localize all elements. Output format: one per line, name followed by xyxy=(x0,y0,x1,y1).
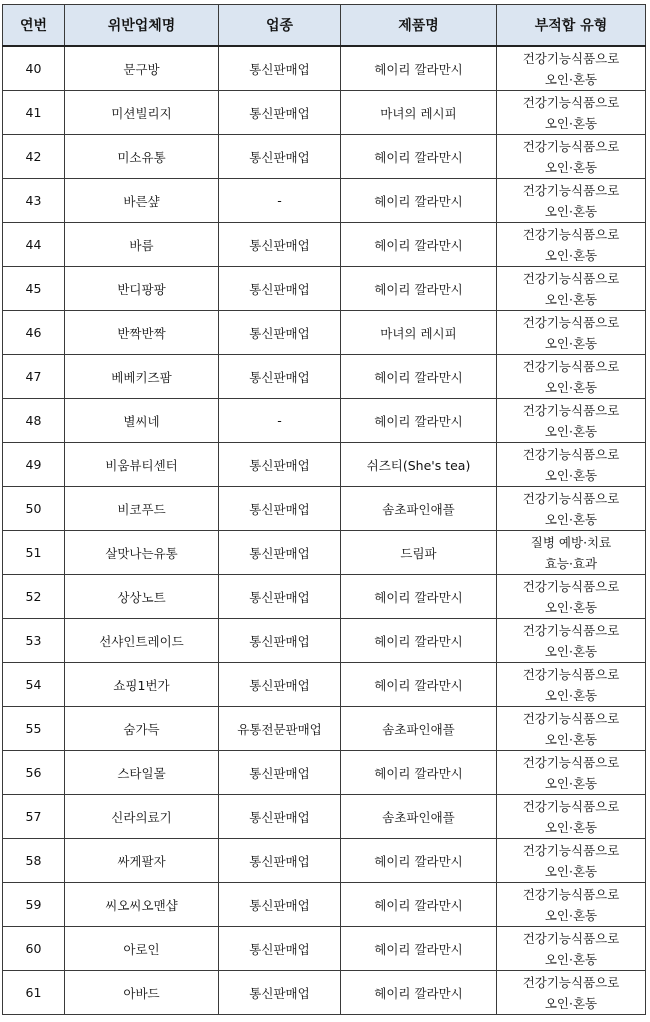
cell-violation-type xyxy=(497,575,646,619)
violation-type-line: 오인·혼동 xyxy=(544,951,598,967)
cell-violation-type xyxy=(497,971,646,1015)
violation-type-line: 오인·혼동 xyxy=(544,687,598,703)
table-row xyxy=(3,135,646,179)
cell-industry: 통신판매업 xyxy=(219,531,341,575)
table-row xyxy=(3,619,646,663)
header-no: 연번 xyxy=(3,5,65,47)
cell-violation-type xyxy=(497,399,646,443)
violation-type-line: 오인·혼동 xyxy=(544,423,598,439)
cell-violation-type xyxy=(497,135,646,179)
cell-industry: 유통전문판매업 xyxy=(219,707,341,751)
cell-no: 43 xyxy=(3,179,65,223)
violation-type-line: 질병 예방·치료 xyxy=(530,534,612,550)
violation-type-line: 오인·혼동 xyxy=(544,203,598,219)
cell-company: 바름 xyxy=(65,223,219,267)
cell-no: 60 xyxy=(3,927,65,971)
cell-company: 미션빌리지 xyxy=(65,91,219,135)
violation-type-line: 건강기능식품으로 xyxy=(522,314,620,330)
cell-company: 별씨네 xyxy=(65,399,219,443)
cell-industry: 통신판매업 xyxy=(219,223,341,267)
violation-type-line: 오인·혼동 xyxy=(544,115,598,131)
violation-type-line: 오인·혼동 xyxy=(544,247,598,263)
table-row xyxy=(3,751,646,795)
cell-company: 비움뷰티센터 xyxy=(65,443,219,487)
cell-product: 드림파 xyxy=(341,531,497,575)
violation-type-line: 건강기능식품으로 xyxy=(522,402,620,418)
violations-table xyxy=(2,4,646,1015)
cell-product: 솜초파인애플 xyxy=(341,487,497,531)
cell-company: 숨가득 xyxy=(65,707,219,751)
cell-industry: 통신판매업 xyxy=(219,927,341,971)
header-product: 제품명 xyxy=(341,5,497,47)
cell-industry: 통신판매업 xyxy=(219,575,341,619)
table-row xyxy=(3,223,646,267)
table-row xyxy=(3,179,646,223)
cell-industry: 통신판매업 xyxy=(219,487,341,531)
cell-industry: 통신판매업 xyxy=(219,46,341,91)
cell-industry: 통신판매업 xyxy=(219,91,341,135)
cell-industry: 통신판매업 xyxy=(219,443,341,487)
violation-type-line: 건강기능식품으로 xyxy=(522,446,620,462)
cell-no: 40 xyxy=(3,46,65,91)
table-row xyxy=(3,575,646,619)
violation-type-line: 오인·혼동 xyxy=(544,159,598,175)
cell-no: 41 xyxy=(3,91,65,135)
violation-type-line: 효능·효과 xyxy=(544,555,598,571)
cell-no: 44 xyxy=(3,223,65,267)
cell-industry: - xyxy=(219,399,341,443)
cell-industry: 통신판매업 xyxy=(219,971,341,1015)
cell-product: 헤이리 깔라만시 xyxy=(341,883,497,927)
cell-no: 53 xyxy=(3,619,65,663)
cell-industry: 통신판매업 xyxy=(219,795,341,839)
cell-violation-type xyxy=(497,619,646,663)
cell-company: 반짝반짝 xyxy=(65,311,219,355)
cell-violation-type xyxy=(497,355,646,399)
cell-industry: 통신판매업 xyxy=(219,355,341,399)
violation-type-line: 오인·혼동 xyxy=(544,819,598,835)
cell-no: 54 xyxy=(3,663,65,707)
cell-violation-type xyxy=(497,751,646,795)
cell-industry: 통신판매업 xyxy=(219,619,341,663)
violation-type-line: 건강기능식품으로 xyxy=(522,94,620,110)
cell-violation-type xyxy=(497,487,646,531)
cell-no: 47 xyxy=(3,355,65,399)
cell-violation-type xyxy=(497,795,646,839)
cell-no: 55 xyxy=(3,707,65,751)
cell-violation-type xyxy=(497,311,646,355)
cell-industry: 통신판매업 xyxy=(219,883,341,927)
cell-violation-type xyxy=(497,839,646,883)
cell-product: 헤이리 깔라만시 xyxy=(341,267,497,311)
cell-company: 신라의료기 xyxy=(65,795,219,839)
violation-type-line: 건강기능식품으로 xyxy=(522,842,620,858)
table-row xyxy=(3,443,646,487)
violation-type-line: 건강기능식품으로 xyxy=(522,138,620,154)
cell-product: 헤이리 깔라만시 xyxy=(341,223,497,267)
cell-no: 48 xyxy=(3,399,65,443)
table-row xyxy=(3,267,646,311)
violation-type-line: 건강기능식품으로 xyxy=(522,182,620,198)
cell-violation-type xyxy=(497,179,646,223)
cell-company: 비코푸드 xyxy=(65,487,219,531)
cell-violation-type xyxy=(497,663,646,707)
table-row xyxy=(3,91,646,135)
cell-no: 49 xyxy=(3,443,65,487)
cell-company: 문구방 xyxy=(65,46,219,91)
violation-type-line: 오인·혼동 xyxy=(544,71,598,87)
cell-industry: 통신판매업 xyxy=(219,663,341,707)
cell-no: 42 xyxy=(3,135,65,179)
table-row xyxy=(3,355,646,399)
cell-violation-type xyxy=(497,223,646,267)
table-row xyxy=(3,839,646,883)
violation-type-line: 오인·혼동 xyxy=(544,599,598,615)
cell-violation-type xyxy=(497,531,646,575)
cell-violation-type xyxy=(497,927,646,971)
table-row xyxy=(3,927,646,971)
cell-company: 싸게팔자 xyxy=(65,839,219,883)
table-row xyxy=(3,311,646,355)
cell-industry: 통신판매업 xyxy=(219,311,341,355)
table-row xyxy=(3,795,646,839)
cell-industry: 통신판매업 xyxy=(219,267,341,311)
violation-type-line: 건강기능식품으로 xyxy=(522,622,620,638)
cell-product: 헤이리 깔라만시 xyxy=(341,46,497,91)
cell-company: 스타일몰 xyxy=(65,751,219,795)
violation-type-line: 건강기능식품으로 xyxy=(522,226,620,242)
table-row xyxy=(3,707,646,751)
cell-product: 마녀의 레시피 xyxy=(341,91,497,135)
table-row xyxy=(3,883,646,927)
cell-company: 아바드 xyxy=(65,971,219,1015)
cell-no: 50 xyxy=(3,487,65,531)
cell-product: 헤이리 깔라만시 xyxy=(341,399,497,443)
cell-company: 미소유통 xyxy=(65,135,219,179)
violation-type-line: 건강기능식품으로 xyxy=(522,666,620,682)
violation-type-line: 건강기능식품으로 xyxy=(522,798,620,814)
cell-violation-type xyxy=(497,267,646,311)
cell-product: 헤이리 깔라만시 xyxy=(341,355,497,399)
cell-company: 상상노트 xyxy=(65,575,219,619)
cell-violation-type xyxy=(497,91,646,135)
cell-no: 46 xyxy=(3,311,65,355)
cell-violation-type xyxy=(497,46,646,91)
violation-type-line: 오인·혼동 xyxy=(544,335,598,351)
cell-product: 헤이리 깔라만시 xyxy=(341,135,497,179)
cell-no: 51 xyxy=(3,531,65,575)
violation-type-line: 건강기능식품으로 xyxy=(522,754,620,770)
cell-company: 반디팡팡 xyxy=(65,267,219,311)
cell-industry: 통신판매업 xyxy=(219,135,341,179)
cell-product: 헤이리 깔라만시 xyxy=(341,179,497,223)
cell-no: 56 xyxy=(3,751,65,795)
header-industry: 업종 xyxy=(219,5,341,47)
cell-company: 씨오씨오맨샵 xyxy=(65,883,219,927)
violation-type-line: 건강기능식품으로 xyxy=(522,358,620,374)
cell-company: 선샤인트레이드 xyxy=(65,619,219,663)
cell-industry: - xyxy=(219,179,341,223)
cell-violation-type xyxy=(497,883,646,927)
violation-type-line: 오인·혼동 xyxy=(544,775,598,791)
table-row xyxy=(3,663,646,707)
cell-industry: 통신판매업 xyxy=(219,751,341,795)
violation-type-line: 오인·혼동 xyxy=(544,731,598,747)
table-body xyxy=(3,46,646,1015)
violation-type-line: 건강기능식품으로 xyxy=(522,710,620,726)
header-row xyxy=(3,5,646,47)
cell-no: 61 xyxy=(3,971,65,1015)
violation-type-line: 오인·혼동 xyxy=(544,291,598,307)
cell-product: 헤이리 깔라만시 xyxy=(341,575,497,619)
cell-violation-type xyxy=(497,707,646,751)
cell-product: 헤이리 깔라만시 xyxy=(341,927,497,971)
violation-type-line: 오인·혼동 xyxy=(544,995,598,1011)
violation-type-line: 오인·혼동 xyxy=(544,467,598,483)
violation-type-line: 오인·혼동 xyxy=(544,511,598,527)
cell-no: 58 xyxy=(3,839,65,883)
cell-no: 45 xyxy=(3,267,65,311)
violation-type-line: 오인·혼동 xyxy=(544,643,598,659)
violation-type-line: 오인·혼동 xyxy=(544,379,598,395)
cell-company: 아로인 xyxy=(65,927,219,971)
violation-type-line: 건강기능식품으로 xyxy=(522,930,620,946)
violation-type-line: 건강기능식품으로 xyxy=(522,974,620,990)
cell-industry: 통신판매업 xyxy=(219,839,341,883)
violation-type-line: 건강기능식품으로 xyxy=(522,490,620,506)
cell-violation-type xyxy=(497,443,646,487)
cell-product: 솜초파인애플 xyxy=(341,707,497,751)
cell-company: 살맛나는유통 xyxy=(65,531,219,575)
cell-product: 헤이리 깔라만시 xyxy=(341,663,497,707)
cell-no: 57 xyxy=(3,795,65,839)
header-type: 부적합 유형 xyxy=(497,5,646,47)
cell-no: 52 xyxy=(3,575,65,619)
cell-company: 쇼핑1번가 xyxy=(65,663,219,707)
cell-product: 마녀의 레시피 xyxy=(341,311,497,355)
cell-product: 쉬즈티(She's tea) xyxy=(341,443,497,487)
table-row xyxy=(3,971,646,1015)
cell-company: 바른샾 xyxy=(65,179,219,223)
violation-type-line: 오인·혼동 xyxy=(544,863,598,879)
violation-type-line: 오인·혼동 xyxy=(544,907,598,923)
cell-product: 솜초파인애플 xyxy=(341,795,497,839)
cell-product: 헤이리 깔라만시 xyxy=(341,751,497,795)
violation-type-line: 건강기능식품으로 xyxy=(522,886,620,902)
cell-product: 헤이리 깔라만시 xyxy=(341,619,497,663)
violation-type-line: 건강기능식품으로 xyxy=(522,270,620,286)
cell-product: 헤이리 깔라만시 xyxy=(341,839,497,883)
cell-product: 헤이리 깔라만시 xyxy=(341,971,497,1015)
table-row xyxy=(3,531,646,575)
cell-company: 베베키즈팜 xyxy=(65,355,219,399)
table-row xyxy=(3,487,646,531)
table-row xyxy=(3,399,646,443)
violation-type-line: 건강기능식품으로 xyxy=(522,578,620,594)
cell-no: 59 xyxy=(3,883,65,927)
header-company: 위반업체명 xyxy=(65,5,219,47)
violation-type-line: 건강기능식품으로 xyxy=(522,50,620,66)
table-row xyxy=(3,46,646,91)
